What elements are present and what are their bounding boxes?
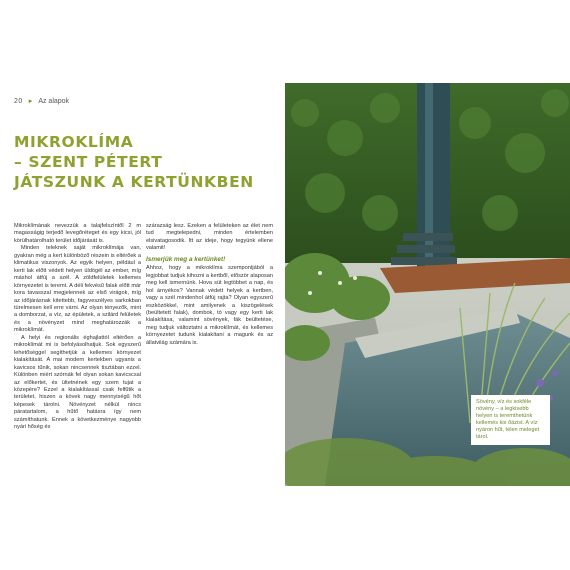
section-label: Az alapok [38, 97, 70, 105]
paragraph: szárazság lesz. Ezeken a felületeken az élet nem tud megtelepedni, minden értelemben elsivatagosodik. Itt az ideje, hogy tegyünk ellene valamit! [146, 223, 273, 252]
paragraph: Ahhoz, hogy a mikroklíma szempontjából a legjobbat tudjuk kihozni a kertből, először alaposan meg kell ismernünk. Hova süt legtöbbet a nap, és hol árnyékos? Vannak védett helyek a kertben, vagy a szél mindenhol átfúj rajta? Olyan egyszerű eszközökkel, mint amilyenek a kiszögelések (beültetett falak), dombok, tó vagy egy kerti lak kialakítása, valamint sövények, fák beültetése, meg tudjuk változtatni a mikroklímát, és kellemes környezetet tudunk kialakítani a magunk és az állatvilág számára is. [146, 265, 273, 346]
photo-caption: Sövény, víz és sokféle növény – a legkisebb helyen is teremthetünk kellemés kis őázist. A víz nyáron hűt, télen meleget tárol. [471, 395, 550, 445]
subheading: Ismerjük meg a kertünket! [146, 255, 226, 263]
page-number: 20 [14, 97, 23, 105]
paragraph: Minden teleknek saját mikroklímája van, gyakran még a kert különböző részein is eltérőek a klimatikus viszonyok. Az egyik helyen, például a kerti lak előtt védett helyen üldögél az ember, míg máshol átfúj a szél. A zöldfelületek kellemes környezetet is teremt. A déli fekvésű falak előtt már kora tavasszal megjelennek az első virágok, míg az időjárásnak kitettebb, fagyveszélyes sarkokban türelmesen kell erre várni. Az olyan tényezők, mint a domborzat, a víz, az épületek, a szilárd felületek és a növényzet mind meghatározzák a mikroklímát. [14, 245, 141, 334]
page-title [14, 132, 274, 192]
title-line-1: MIKROKLÍMA [14, 133, 134, 151]
text-column-2 [146, 223, 273, 347]
paragraph: A helyi és regionális éghajlattól eltérően a mikroklímát mi is befolyásolhatjuk. Sok egyszerű lehetőséggel segíthetjük a kellemes környezet kialakítását. A mai modern kertekben ugyanis a kavicsos tűnik, sokan nincsennek tisztában ezzel. Különben miért szórnák fel olyan sokan kavicscsal az előkertet, és ültetnének egy szem tujat a közepére? Ezzel a kialakítással csak felfűtik a területet, hiszen a kövek nagy mennyiségű hőt képesek tárolni. Növényzet nélkül nincs páratartalom, a hűtő hatásra így nem számíthatunk. Ennek a következménye nagyobb nyári hőség és [14, 334, 141, 431]
title-line-2: – SZENT PÉTERT [14, 153, 163, 171]
paragraph: Mikroklímának nevezzük a talajfelszíntől 2 m magasságig terjedő levegőréteget és egy kicsi, jól körülhatárolható terület időjárását is. [14, 223, 141, 244]
running-header [14, 97, 69, 105]
text-column-1 [14, 223, 141, 432]
arrow-icon: ▸ [28, 98, 33, 105]
title-line-3: JÁTSZUNK A KERTÜNKBEN [14, 173, 254, 191]
